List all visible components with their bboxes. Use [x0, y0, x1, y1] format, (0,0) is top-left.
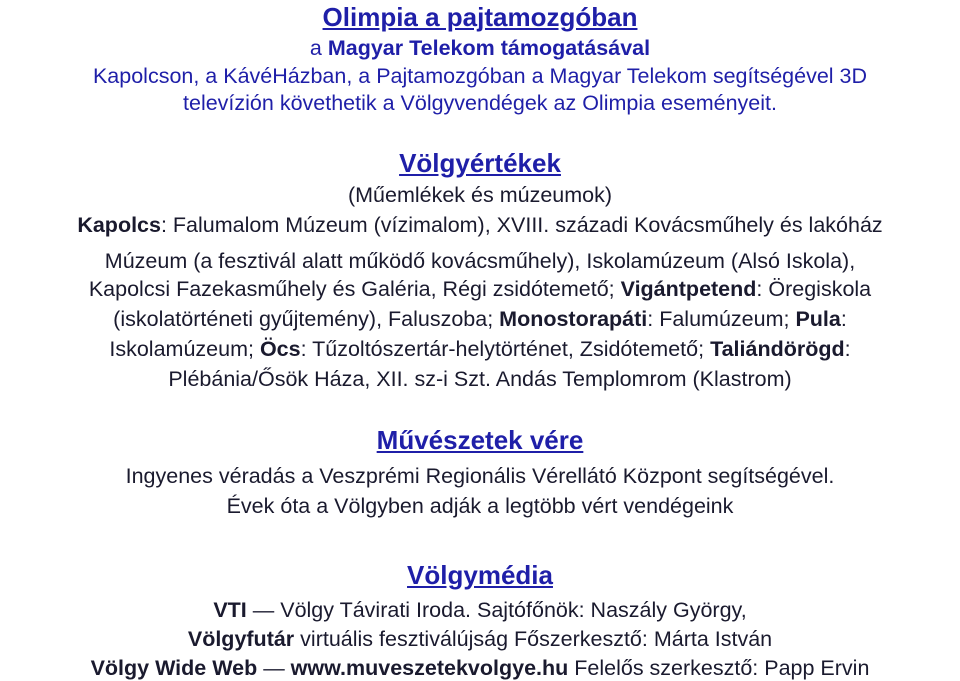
values-line-4-text-3: :: [840, 307, 847, 331]
website-link[interactable]: www.muveszetekvolgye.hu: [290, 656, 569, 680]
olympics-heading: Olimpia a pajtamozgóban: [322, 2, 638, 32]
media-line-2-text: virtuális fesztiválújság Főszerkesztő: Márta István: [294, 627, 773, 651]
values-line-2: Múzeum (a fesztivál alatt működő kovácsműhely), Iskolamúzeum (Alsó Iskola),: [104, 249, 856, 273]
media-volgy-wide-web: Völgy Wide Web: [90, 656, 258, 680]
media-heading: Völgymédia: [407, 560, 553, 590]
media-line-2: [0, 626, 960, 652]
olympics-subtitle-sponsor: Magyar Telekom támogatásával: [327, 36, 651, 60]
olympics-text-line-1: Kapolcson, a KávéHázban, a Pajtamozgóban a Magyar Telekom segítségével 3D: [92, 64, 868, 88]
media-line-3-text: Felelős szerkesztő: Papp Ervin: [568, 656, 870, 680]
values-heading: Völgyértékek: [399, 148, 561, 178]
values-line-5-text: Iskolamúzeum;: [109, 337, 260, 361]
values-line-1: [0, 212, 960, 238]
blood-heading: Művészetek vére: [376, 425, 584, 455]
place-ocs: Öcs: [259, 337, 301, 361]
blood-text-line-1: Ingyenes véradás a Veszprémi Regionális Vérellátó Központ segítségével.: [125, 464, 835, 488]
values-line-3-text: Kapolcsi Fazekasműhely és Galéria, Régi zsidótemető;: [88, 277, 621, 301]
media-line-3-dash: —: [257, 656, 291, 680]
place-pula: Pula: [795, 307, 841, 331]
values-line-5-text-3: :: [844, 337, 851, 361]
values-subtitle: (Műemlékek és múzeumok): [347, 183, 613, 207]
values-line-5-text-2: : Tűzoltószertár-helytörténet, Zsidótemető;: [300, 337, 711, 361]
values-line-5: [0, 336, 960, 362]
blood-text-line-2: Évek óta a Völgyben adják a legtöbb vért vendégeink: [226, 494, 734, 518]
media-line-3: [0, 655, 960, 681]
values-line-3: [0, 276, 960, 302]
media-line-1-text: — Völgy Távirati Iroda. Sajtófőnök: Naszály György,: [246, 598, 747, 622]
values-line-3-text-2: : Öregiskola: [756, 277, 872, 301]
values-line-4-text-2: : Falumúzeum;: [647, 307, 796, 331]
olympics-text-line-2: televízión követhetik a Völgyvendégek az Olimpia eseményeit.: [183, 91, 777, 115]
olympics-subtitle-prefix: a: [309, 36, 328, 60]
place-kapolcs: Kapolcs: [77, 213, 161, 237]
olympics-subtitle: [0, 35, 960, 61]
place-taliandorogd: Taliándörögd: [710, 337, 845, 361]
values-line-6: Plébánia/Ősök Háza, XII. sz-i Szt. Andás Templomrom (Klastrom): [168, 367, 792, 391]
media-vti: VTI: [213, 598, 247, 622]
values-line-1-text: : Falumalom Múzeum (vízimalom), XVIII. századi Kovácsműhely és lakóház: [160, 213, 883, 237]
values-line-4: [0, 306, 960, 332]
values-line-4-text: (iskolatörténeti gyűjtemény), Faluszoba;: [113, 307, 500, 331]
place-monostorapati: Monostorapáti: [499, 307, 648, 331]
media-line-1: [0, 597, 960, 623]
media-volgyfutar: Völgyfutár: [187, 627, 295, 651]
place-vigantpetend: Vigántpetend: [620, 277, 757, 301]
